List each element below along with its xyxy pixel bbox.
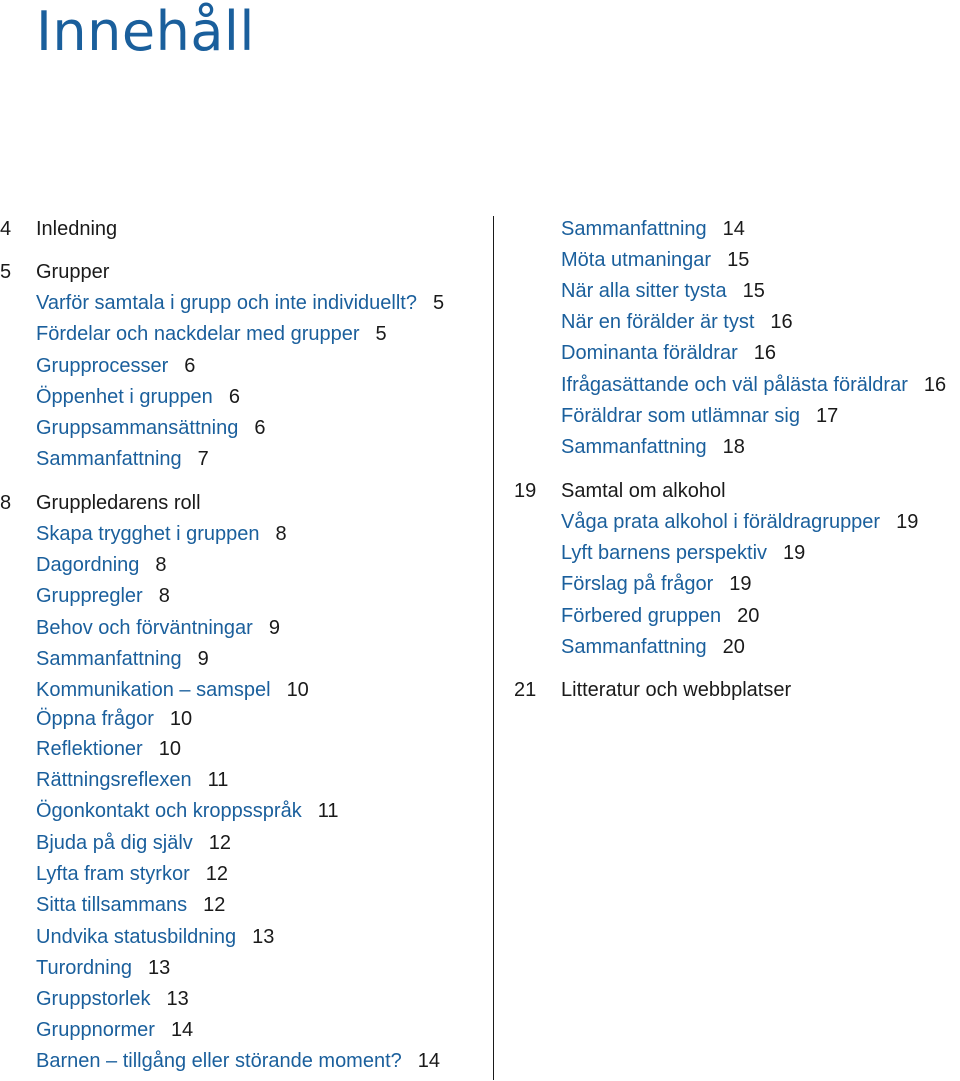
toc-entry[interactable] [36,415,265,441]
toc-entry[interactable] [561,403,838,429]
toc-entry-page: 17 [815,405,839,427]
toc-entry[interactable] [36,798,338,824]
toc-entry-title: Öppenhet i gruppen [36,386,213,408]
toc-entry-title: Gruppregler [36,585,143,607]
toc-entry-page: 16 [770,311,793,333]
toc-entry-page: 20 [737,605,760,627]
toc-entry-page: 10 [286,679,309,701]
toc-entry-title: Turordning [36,957,132,979]
toc-entry-page: 15 [742,280,765,302]
toc-entry-page: 16 [923,374,947,396]
toc-entry[interactable] [36,1048,440,1074]
toc-entry[interactable] [561,509,918,535]
toc-entry[interactable] [36,615,280,641]
toc-entry-page: 12 [205,863,228,885]
toc-entry[interactable] [36,986,189,1012]
toc-entry[interactable] [36,583,170,609]
toc-entry-page: 14 [417,1050,441,1072]
toc-entry-page: 6 [184,355,196,377]
toc-entry[interactable] [36,384,240,410]
toc-entry[interactable] [36,552,167,578]
toc-entry-page: 18 [722,436,745,458]
toc-entry-title: Behov och förväntningar [36,617,253,639]
toc-entry[interactable] [36,830,231,856]
toc-entry[interactable] [561,634,745,660]
chapter-number: 5 [0,261,12,283]
toc-entry-page: 14 [722,218,745,240]
toc-entry-title: Skapa trygghet i gruppen [36,523,260,545]
toc-entry-page: 13 [147,957,171,979]
toc-entry-page: 10 [158,738,181,760]
toc-entry[interactable] [36,861,228,887]
toc-entry-page: 5 [375,323,387,345]
toc-entry[interactable] [36,290,444,316]
toc-entry-title: Sammanfattning [561,636,707,658]
toc-entry-title: När alla sitter tysta [561,280,727,302]
column-divider [493,216,494,1080]
toc-entry[interactable] [36,353,195,379]
toc-entry-page: 15 [727,249,750,271]
toc-entry-page: 10 [169,708,193,730]
toc-entry-title: Förslag på frågor [561,573,714,595]
page-title: Innehåll [36,0,255,63]
toc-entry-page: 8 [275,523,287,545]
toc-entry-title: Reflektioner [36,738,143,760]
toc-entry-title: Sammanfattning [561,218,707,240]
toc-entry-page: 12 [208,832,232,854]
toc-entry[interactable] [36,892,225,918]
toc-entry-page: 14 [170,1019,194,1041]
toc-entry-title: Bjuda på dig själv [36,832,193,854]
toc-entry-title: Gruppsammansättning [36,417,239,439]
toc-entry-page: 8 [155,554,167,576]
toc-entry-title: Undvika statusbildning [36,926,237,948]
toc-entry-title: Dominanta föräldrar [561,342,738,364]
toc-entry[interactable] [561,247,749,273]
toc-entry[interactable] [561,571,752,597]
toc-entry-page: 19 [896,511,919,533]
toc-entry[interactable] [561,540,805,566]
toc-entry-title: Möta utmaningar [561,249,712,271]
toc-entry-title: Sitta tillsammans [36,894,188,916]
toc-entry-page: 19 [729,573,752,595]
toc-entry-page: 16 [753,342,776,364]
toc-entry[interactable] [36,706,192,732]
toc-entry-page: 6 [254,417,266,439]
toc-entry-title: Kommunikation – samspel [36,679,271,701]
toc-entry-title: Gruppstorlek [36,988,151,1010]
toc-entry-page: 19 [783,542,806,564]
toc-entry-title: När en förälder är tyst [561,311,755,333]
toc-entry[interactable] [561,278,765,304]
toc-entry-title: Lyfta fram styrkor [36,863,190,885]
toc-entry[interactable] [36,321,387,347]
toc-entry[interactable] [36,646,209,672]
chapter-title[interactable]: Samtal om alkohol [561,480,726,502]
toc-entry[interactable] [36,736,181,762]
toc-entry[interactable] [561,603,759,629]
chapter-title[interactable]: Gruppledarens roll [36,492,201,514]
toc-entry-title: Barnen – tillgång eller störande moment? [36,1050,402,1072]
toc-entry[interactable] [36,924,274,950]
toc-entry-page: 13 [252,926,275,948]
toc-entry-title: Lyft barnens perspektiv [561,542,768,564]
toc-entry[interactable] [36,446,209,472]
toc-entry-page: 7 [197,448,209,470]
toc-entry[interactable] [561,340,776,366]
toc-entry-page: 6 [228,386,240,408]
toc-entry-title: Förbered gruppen [561,605,722,627]
toc-entry[interactable] [561,216,745,242]
toc-entry-title: Gruppnormer [36,1019,155,1041]
toc-entry-title: Våga prata alkohol i föräldragrupper [561,511,881,533]
toc-entry-title: Ögonkontakt och kroppsspråk [36,800,302,822]
chapter-title[interactable]: Litteratur och webbplatser [561,679,792,701]
toc-entry[interactable] [36,767,228,793]
toc-entry-title: Öppna frågor [36,708,154,730]
chapter-title[interactable]: Inledning [36,218,118,240]
chapter-number: 8 [0,492,12,514]
toc-entry-page: 8 [158,585,170,607]
toc-entry-title: Föräldrar som utlämnar sig [561,405,800,427]
toc-entry[interactable] [561,372,946,398]
toc-entry-page: 9 [268,617,280,639]
toc-entry-page: 11 [207,769,229,791]
toc-entry-page: 20 [722,636,745,658]
toc-entry-page: 11 [317,800,339,822]
toc-entry-page: 13 [166,988,189,1010]
toc-entry-title: Grupprocesser [36,355,169,377]
toc-entry-page: 9 [197,648,209,670]
toc-entry-title: Dagordning [36,554,140,576]
toc-entry[interactable] [561,309,793,335]
chapter-number: 4 [0,218,12,240]
toc-entry-title: Varför samtala i grupp och inte individuellt? [36,292,417,314]
toc-entry-page: 5 [432,292,445,314]
toc-entry[interactable] [561,434,745,460]
toc-entry-title: Rättningsreflexen [36,769,192,791]
toc-entry-title: Sammanfattning [561,436,707,458]
toc-entry-title: Sammanfattning [36,448,182,470]
toc-entry[interactable] [36,1017,193,1043]
toc-entry-title: Ifrågasättande och väl pålästa föräldrar [561,374,908,396]
toc-entry[interactable] [36,955,170,981]
toc-entry-page: 12 [203,894,226,916]
toc-entry-title: Fördelar och nackdelar med grupper [36,323,360,345]
toc-entry[interactable] [36,677,309,703]
toc-entry[interactable] [36,521,287,547]
chapter-number: 19 [514,480,537,502]
chapter-title[interactable]: Grupper [36,261,110,283]
toc-entry-title: Sammanfattning [36,648,182,670]
chapter-number: 21 [514,679,537,701]
